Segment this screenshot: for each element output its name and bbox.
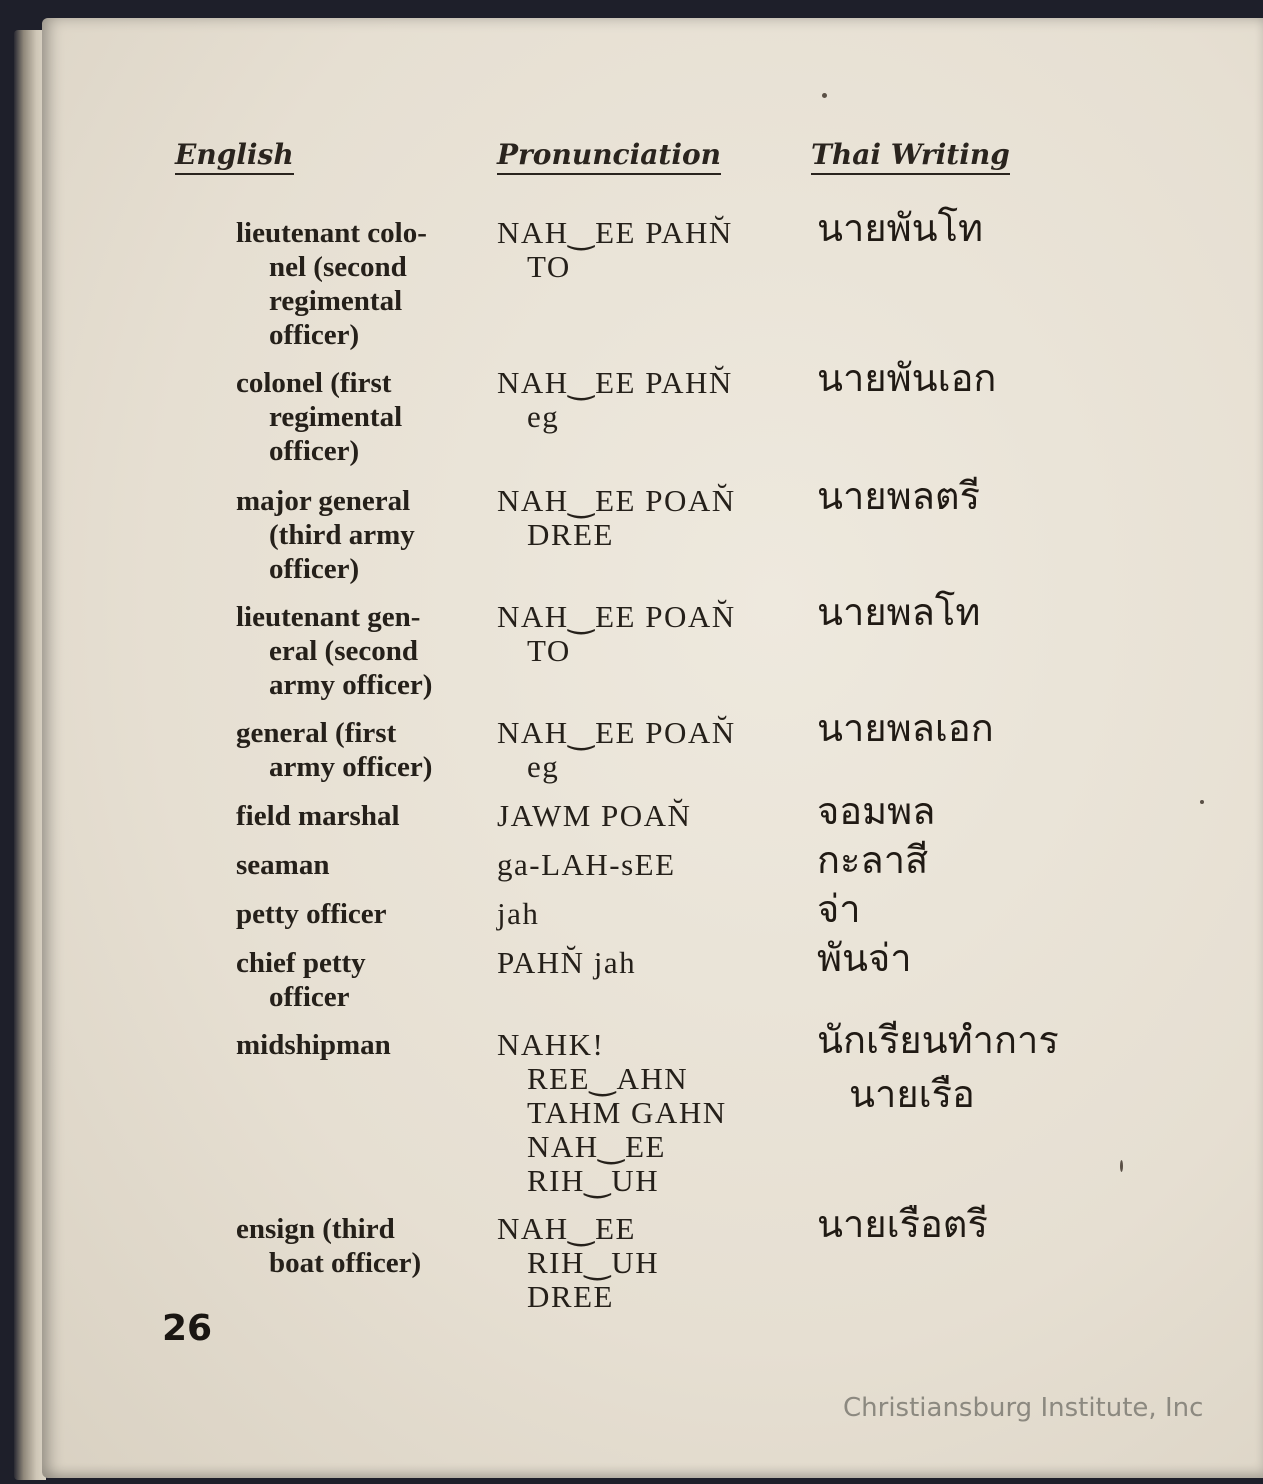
pronunciation-line: TO <box>527 249 571 284</box>
english-line: eral (second <box>269 635 418 667</box>
thai-writing <box>817 1202 988 1246</box>
english-line: army officer) <box>269 669 433 701</box>
english-line: regimental <box>269 401 403 433</box>
english-line: general (first <box>236 717 397 749</box>
thai-writing <box>817 474 980 518</box>
pronunciation-line: DREE <box>527 1279 614 1314</box>
thai-line: พันจ่า <box>817 936 912 980</box>
pronunciation-line: eg <box>527 749 560 784</box>
english-line: midshipman <box>236 1029 391 1061</box>
pronunciation <box>497 216 733 284</box>
thai-writing <box>817 838 928 882</box>
pronunciation <box>497 366 733 434</box>
english-term <box>236 366 402 468</box>
pronunciation <box>497 897 539 931</box>
watermark: Christiansburg Institute, Inc <box>843 1393 1204 1423</box>
thai-line: นายพันเอก <box>817 356 997 400</box>
english-term <box>236 848 329 882</box>
english-line: boat officer) <box>269 1247 422 1279</box>
thai-line: นายพลโท <box>817 590 981 634</box>
english-line: regimental <box>269 285 403 317</box>
page-speck <box>1120 1160 1123 1172</box>
thai-writing <box>817 356 996 400</box>
pronunciation-line: TAHM GAHN <box>527 1095 727 1130</box>
english-line: (third army <box>269 519 415 551</box>
thai-line: นายเรือตรี <box>817 1202 988 1246</box>
pronunciation-line: JAWM POAN̆ <box>497 798 692 833</box>
page-number: 26 <box>162 1308 213 1349</box>
pronunciation-line: DREE <box>527 517 614 552</box>
header-english: English <box>175 138 294 175</box>
pronunciation-line: eg <box>527 399 560 434</box>
english-term <box>236 216 427 352</box>
pronunciation-line: NAH‿EE POAN̆ <box>497 483 736 518</box>
pronunciation <box>497 1212 659 1314</box>
english-line: seaman <box>236 849 330 881</box>
english-line: petty officer <box>236 898 387 930</box>
pronunciation-line: NAH‿EE POAN̆ <box>497 715 736 750</box>
english-line: officer) <box>269 319 360 351</box>
thai-line: จ่า <box>817 887 861 931</box>
english-term <box>236 799 400 833</box>
thai-writing <box>817 1018 1059 1116</box>
pronunciation-line: NAH‿EE PAHN̆ <box>497 215 733 250</box>
english-term <box>236 897 387 931</box>
page-speck <box>822 93 827 98</box>
english-term <box>236 600 432 702</box>
pronunciation-line: RIH‿UH <box>527 1245 660 1280</box>
header-thai-writing: Thai Writing <box>811 138 1010 175</box>
english-term <box>236 1028 391 1062</box>
pronunciation <box>497 600 736 668</box>
pronunciation-line: NAH‿EE PAHN̆ <box>497 365 733 400</box>
english-line: ensign (third <box>236 1213 395 1245</box>
english-term <box>236 946 366 1014</box>
header-pronunciation: Pronunciation <box>497 138 721 175</box>
english-line: officer) <box>269 553 360 585</box>
english-line: chief petty <box>236 947 366 979</box>
page-speck <box>1200 800 1204 804</box>
pronunciation <box>497 848 676 882</box>
thai-writing <box>817 789 935 833</box>
pronunciation-line: NAH‿EE <box>527 1129 666 1164</box>
thai-writing <box>817 936 912 980</box>
pronunciation-line: REE‿AHN <box>527 1061 689 1096</box>
english-line: colonel (first <box>236 367 392 399</box>
english-line: nel (second <box>269 251 407 283</box>
thai-writing <box>817 206 983 250</box>
english-line: major general <box>236 485 411 517</box>
pronunciation-line: NAH‿EE <box>497 1211 636 1246</box>
thai-line: นายเรือ <box>849 1072 975 1116</box>
english-term <box>236 1212 421 1280</box>
thai-line: กะลาสี <box>817 838 929 882</box>
pronunciation-line: jah <box>497 896 540 931</box>
thai-line: นายพันโท <box>817 206 984 250</box>
thai-line: นายพลตรี <box>817 474 981 518</box>
pronunciation-line: PAHN̆ jah <box>497 945 637 980</box>
thai-line: นักเรียนทำการ <box>817 1018 1059 1062</box>
english-term <box>236 716 432 784</box>
english-line: field marshal <box>236 800 400 832</box>
thai-line: นายพลเอก <box>817 706 994 750</box>
pronunciation-line: TO <box>527 633 571 668</box>
pronunciation <box>497 799 691 833</box>
pronunciation <box>497 946 636 980</box>
pronunciation-line: NAH‿EE POAN̆ <box>497 599 736 634</box>
thai-writing <box>817 590 980 634</box>
english-term <box>236 484 415 586</box>
thai-writing <box>817 706 994 750</box>
english-line: officer) <box>269 435 360 467</box>
thai-writing <box>817 887 861 931</box>
pronunciation-line: RIH‿UH <box>527 1163 660 1198</box>
english-line: officer <box>269 981 350 1013</box>
pronunciation-line: ga-LAH-sEE <box>497 847 676 882</box>
pronunciation-line: NAHK! <box>497 1027 605 1062</box>
pronunciation <box>497 484 736 552</box>
thai-line: จอมพล <box>817 789 936 833</box>
pronunciation <box>497 1028 727 1198</box>
english-line: army officer) <box>269 751 433 783</box>
pronunciation <box>497 716 736 784</box>
english-line: lieutenant gen- <box>236 601 421 633</box>
english-line: lieutenant colo- <box>236 217 427 249</box>
